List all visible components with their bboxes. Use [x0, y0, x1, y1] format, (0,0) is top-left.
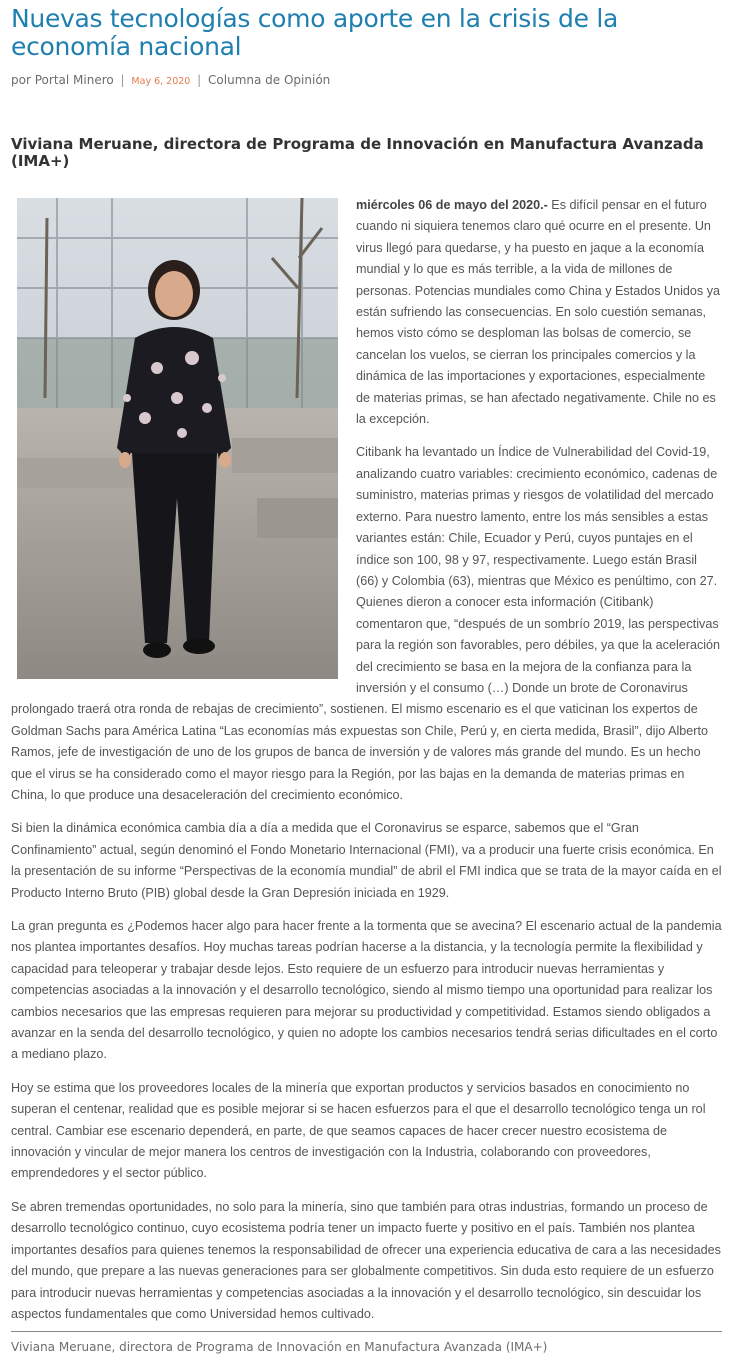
article-paragraph: Citibank ha levantado un Índice de Vulnerabilidad del Covid-19, analizando cuatro variables: crecimiento económico, cadenas de suministro, materias primas y riesgos de volatilidad del mercado externo. Para nuestro lamento, entre los más sensibles a estas variantes están: Chile, Ecuador y Perú, cuyos puntajes en el índice son 100, 98 y 97, respectivamente. Luego están Brasil (66) y Colombia (63), mientras que México es penúltimo, con 27. Quienes dieron a conocer esta información (Citibank) comentaron que, “después de un sombrío 2019, las perspectivas para la región son favorables, pero débiles, ya que la aceleración del crecimiento se basa en la mejora de la confianza para la inversión y el consumo (…) Donde un brote de Coronavirus prolongado traerá otra ronda de rebajas de crecimiento”, sostienen. El mismo escenario es el que vaticinan los expertos de Goldman Sachs para América Latina “Las economías más expuestas son Chile, Perú y, en cierta medida, Brasil”, dijo Alberto Ramos, jefe de investigación de uno de los grupos de banca de inversión y de valores más grande del mundo. Es un hecho que el virus se ha considerado como el mayor riesgo para la Región, por las bajas en la demanda de materias primas en China, lo que produce una desaceleración del crecimiento económico.	[11, 445, 721, 802]
article-subtitle: Viviana Meruane, directora de Programa de Innovación en Manufactura Avanzada (IMA+)	[11, 135, 704, 170]
article-paragraph: Se abren tremendas oportunidades, no solo para la minería, sino que también para otras industrias, formando un proceso de desarrollo tecnológico continuo, cuyo ecosistema podría tener un impacto fuerte y positivo en el país. También nos plantea importantes desafíos para quienes tenemos la responsabilidad de ofrecer una experiencia educativa de cara a las necesidades del mundo, que prepare a las nuevas generaciones para ser globalmente competitivos. Sin duda esto requiere de un esfuerzo para introducir nuevas herramientas y competencias asociadas a la innovación y el desarrollo tecnológico, sin descuidar los aspectos fundamentales que como Universidad hemos cultivado.	[11, 1199, 721, 1321]
category-link[interactable]: Columna de Opinión	[208, 73, 331, 87]
author-photo-image	[17, 198, 338, 679]
article-paragraph: Si bien la dinámica económica cambia día a día a medida que el Coronavirus se esparce, sabemos que el “Gran Confinamiento” actual, según denominó el Fondo Monetario Internacional (FMI), va a producir una fuerte crisis económica. En la presentación de su informe “Perspectivas de la economía mundial” de abril el FMI indica que se trata de la mayor caída en el Producto Interno Bruto (PIB) global desde la Gran Depresión iniciada en 1929.	[11, 821, 722, 900]
meta-separator: |	[120, 73, 125, 87]
article-paragraph: La gran pregunta es ¿Podemos hacer algo para hacer frente a la tormenta que se avecina? El escenario actual de la pandemia nos plantea importantes desafíos. Hoy muchas tareas podrían hacerse a la distancia, y la tecnología permite la flexibilidad y capacidad para teleoperar y trabajar desde lejos. Esto requiere de un esfuerzo para introducir nuevas herramientas y competencias asociadas a la innovación y el desarrollo tecnológico, siendo al mismo tiempo una oportunidad para realizar los cambios necesarios que las empresas requieren para mejorar su productividad y competitividad. Estamos siendo obligados a avanzar en la senda del desarrollo tecnológico, y quien no adopte los cambios necesarios tendrá serias dificultades en el corto a mediano plazo.	[11, 919, 722, 1062]
article-title[interactable]: Nuevas tecnologías como aporte en la crisis de la economía nacional	[11, 4, 619, 61]
footer-caption: Viviana Meruane, directora de Programa de Innovación en Manufactura Avanzada (IMA+)	[11, 1340, 548, 1355]
dateline: miércoles 06 de mayo del 2020.-	[356, 198, 548, 212]
meta-separator: |	[197, 73, 202, 87]
post-meta	[11, 71, 722, 91]
author-link[interactable]: Portal Minero	[34, 73, 114, 87]
meta-by: por	[11, 73, 31, 87]
article-body	[11, 195, 722, 1325]
paragraph-text: Es difícil pensar en el futuro cuando ni siquiera tenemos claro qué ocurre en el presente. Un virus llegó para quedarse, y ha puesto en jaque a la economía mundial y lo que es más terrible, a la vida de millones de personas. Potencias mundiales como China y Estados Unidos ya están sufriendo las consecuencias. En solo cuestión semanas, hemos visto cómo se desploman las bolsas de comercio, se cancelan los vuelos, se cierran los principales comercios y la dinámica de las importaciones y exportaciones, especialmente de materias primas, se han afectado negativamente. Chile no es la excepción.	[356, 198, 721, 427]
article-page	[11, 0, 722, 1355]
post-date: May 6, 2020	[131, 76, 191, 87]
footer-divider	[11, 1331, 722, 1332]
author-photo	[17, 198, 338, 679]
article-paragraph: Hoy se estima que los proveedores locales de la minería que exportan productos y servicios basados en conocimiento no superan el centenar, realidad que es posible mejorar si se hacen esfuerzos para el que el desarrollo tecnológico tenga un rol central. Cambiar ese escenario dependerá, en parte, de que seamos capaces de hacer crecer nuestro ecosistema de innovación y vincular de mejor manera los centros de investigación con la Industria, colaborando con proveedores, emprendedores y el sector público.	[11, 1080, 706, 1181]
